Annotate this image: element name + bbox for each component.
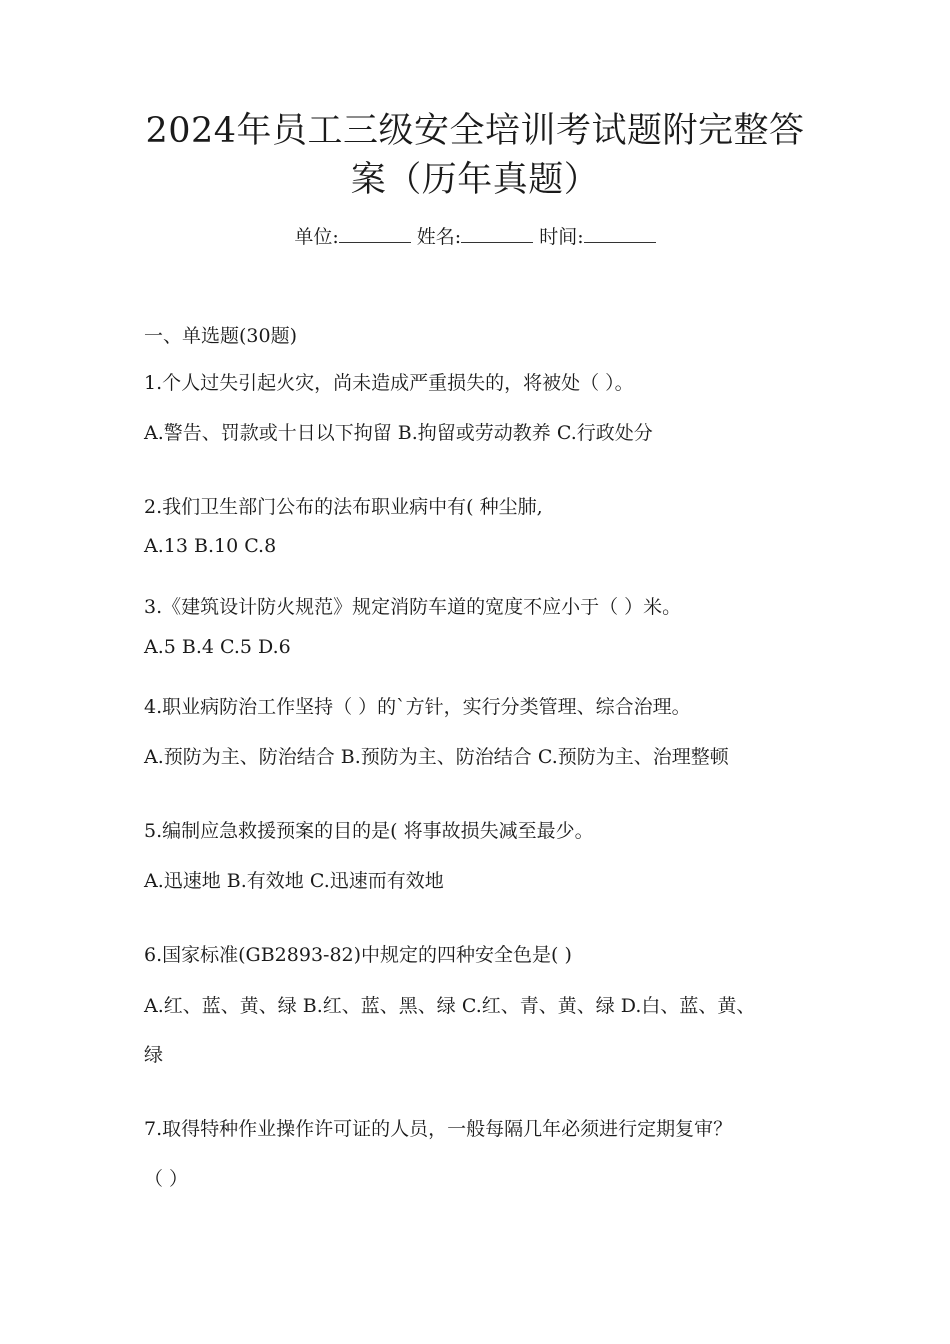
time-label: 时间: xyxy=(539,226,584,248)
question-1-options: A.警告、罚款或十日以下拘留 B.拘留或劳动教养 C.行政处分 xyxy=(144,422,653,444)
section-heading: 一、单选题(30题) xyxy=(144,325,298,347)
unit-label: 单位: xyxy=(294,226,339,248)
question-3-options: A.5 B.4 C.5 D.6 xyxy=(144,636,291,658)
document-title-line2: 案（历年真题） xyxy=(350,160,600,200)
time-blank xyxy=(584,224,656,243)
name-blank xyxy=(461,224,533,243)
info-fields-row xyxy=(200,222,750,252)
question-6-options: A.红、蓝、黄、绿 B.红、蓝、黑、绿 C.红、青、黄、绿 D.白、蓝、黄、 xyxy=(144,995,756,1017)
question-4-options: A.预防为主、防治结合 B.预防为主、防治结合 C.预防为主、治理整顿 xyxy=(144,746,729,768)
question-2-stem: 2.我们卫生部门公布的法布职业病中有( 种尘肺, xyxy=(144,496,543,518)
question-6-options-continued: 绿 xyxy=(144,1044,164,1066)
document-title-line1: 2024年员工三级安全培训考试题附完整答 xyxy=(145,111,805,151)
question-7-stem-continued: （ ） xyxy=(144,1168,189,1190)
question-3-stem: 3.《建筑设计防火规范》规定消防车道的宽度不应小于（ ）米。 xyxy=(144,596,682,618)
question-2-options: A.13 B.10 C.8 xyxy=(144,535,277,557)
name-label: 姓名: xyxy=(416,226,462,248)
question-4-stem: 4.职业病防治工作坚持（ ）的`方针，实行分类管理、综合治理。 xyxy=(144,696,691,718)
question-6-stem: 6.国家标准(GB2893-82)中规定的四种安全色是( ) xyxy=(144,944,572,966)
question-5-stem: 5.编制应急救援预案的目的是( 将事故损失减至最少。 xyxy=(144,820,594,842)
question-1-stem: 1.个人过失引起火灾，尚未造成严重损失的，将被处（ ）。 xyxy=(144,372,634,394)
question-5-options: A.迅速地 B.有效地 C.迅速而有效地 xyxy=(144,870,444,892)
question-7-stem: 7.取得特种作业操作许可证的人员，一般每隔几年必须进行定期复审？ xyxy=(144,1118,733,1140)
unit-blank xyxy=(339,224,411,243)
